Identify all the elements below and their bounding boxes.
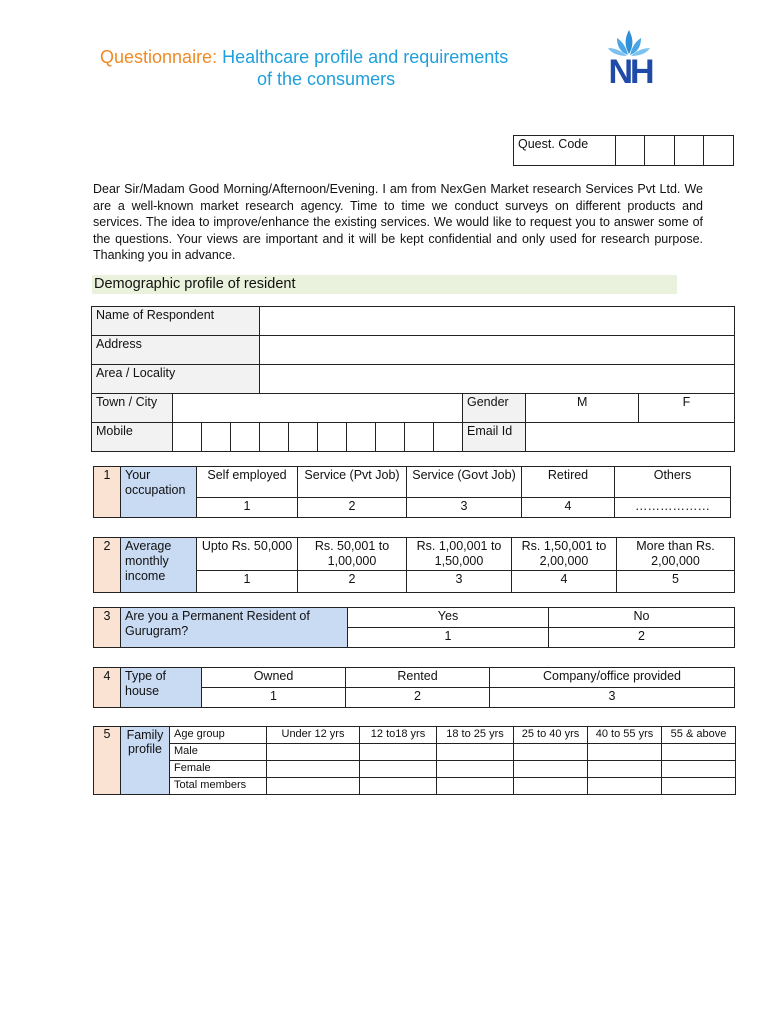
q5-column-header: 18 to 25 yrs (437, 727, 514, 744)
title-main: Healthcare profile and requirements (222, 47, 509, 67)
q5-cell[interactable] (267, 778, 360, 795)
quest-code-box[interactable] (674, 136, 704, 166)
q3-resident-table (93, 607, 735, 648)
q1-option: Service (Pvt Job) (298, 467, 407, 498)
mobile-digit-box[interactable] (260, 423, 289, 452)
q2-option: Rs. 1,50,001 to 2,00,000 (512, 538, 617, 571)
title-line-2: of the consumers (257, 69, 396, 89)
q2-number: 2 (94, 538, 121, 593)
q5-cell[interactable] (437, 778, 514, 795)
q3-number: 3 (94, 608, 121, 648)
q5-cell[interactable] (514, 744, 588, 761)
quest-code-box[interactable] (704, 136, 734, 166)
q5-cell[interactable] (662, 761, 736, 778)
q1-code[interactable]: ……………… (615, 498, 731, 518)
q5-cell[interactable] (267, 761, 360, 778)
mobile-digit-box[interactable] (405, 423, 434, 452)
q2-income-table (93, 537, 735, 593)
q1-code[interactable]: 1 (197, 498, 298, 518)
email-field[interactable] (526, 423, 735, 452)
q1-code[interactable]: 4 (522, 498, 615, 518)
q5-row-label: Female (170, 761, 267, 778)
q5-cell[interactable] (360, 778, 437, 795)
q5-cell[interactable] (588, 778, 662, 795)
q1-label: Your occupation (121, 467, 197, 518)
q2-code[interactable]: 4 (512, 571, 617, 593)
q3-code[interactable]: 2 (549, 628, 735, 648)
q1-option: Others (615, 467, 731, 498)
q5-row-label: Total members (170, 778, 267, 795)
q4-label: Type of house (121, 668, 202, 708)
mobile-digit-box[interactable] (318, 423, 347, 452)
q2-option: Upto Rs. 50,000 (197, 538, 298, 571)
q1-occupation-table (93, 466, 731, 518)
q2-option: Rs. 50,001 to 1,00,000 (298, 538, 407, 571)
mobile-digit-box[interactable] (202, 423, 231, 452)
q5-label: Family profile (121, 727, 170, 795)
q4-house-table (93, 667, 735, 708)
questionnaire-title (100, 46, 580, 68)
gender-female[interactable]: F (639, 394, 735, 423)
q3-option: Yes (348, 608, 549, 628)
q2-code[interactable]: 2 (298, 571, 407, 593)
q4-number: 4 (94, 668, 121, 708)
q1-option: Self employed (197, 467, 298, 498)
q4-option: Rented (346, 668, 490, 688)
q2-option: Rs. 1,00,001 to 1,50,000 (407, 538, 512, 571)
q5-cell[interactable] (437, 761, 514, 778)
quest-code-box[interactable] (645, 136, 675, 166)
q5-cell[interactable] (360, 761, 437, 778)
area-label: Area / Locality (92, 365, 260, 394)
q1-option: Service (Govt Job) (407, 467, 522, 498)
mobile-digit-box[interactable] (231, 423, 260, 452)
q4-code[interactable]: 1 (202, 688, 346, 708)
q5-number: 5 (94, 727, 121, 795)
q1-number: 1 (94, 467, 121, 518)
demographic-table (91, 306, 735, 452)
q2-option: More than Rs. 2,00,000 (617, 538, 735, 571)
q1-option: Retired (522, 467, 615, 498)
q3-label: Are you a Permanent Resident of Gurugram? (121, 608, 348, 648)
q4-code[interactable]: 2 (346, 688, 490, 708)
quest-code-table (513, 135, 734, 166)
q5-cell[interactable] (588, 761, 662, 778)
q5-cell[interactable] (588, 744, 662, 761)
q5-cell[interactable] (267, 744, 360, 761)
gender-label: Gender (463, 394, 526, 423)
q5-cell[interactable] (360, 744, 437, 761)
quest-code-box[interactable] (615, 136, 645, 166)
q4-code[interactable]: 3 (490, 688, 735, 708)
address-field[interactable] (260, 336, 735, 365)
name-field[interactable] (260, 307, 735, 336)
q3-code[interactable]: 1 (348, 628, 549, 648)
q5-row-label: Male (170, 744, 267, 761)
q5-column-header: 40 to 55 yrs (588, 727, 662, 744)
q5-column-header: 55 & above (662, 727, 736, 744)
town-field[interactable] (173, 394, 463, 423)
q1-code[interactable]: 2 (298, 498, 407, 518)
area-field[interactable] (260, 365, 735, 394)
q2-label: Average monthly income (121, 538, 197, 593)
email-label: Email Id (463, 423, 526, 452)
q5-row-label: Age group (170, 727, 267, 744)
address-label: Address (92, 336, 260, 365)
mobile-label: Mobile (92, 423, 173, 452)
q4-option: Company/office provided (490, 668, 735, 688)
q2-code[interactable]: 5 (617, 571, 735, 593)
q5-cell[interactable] (514, 778, 588, 795)
mobile-digit-box[interactable] (376, 423, 405, 452)
logo-text: NH (608, 53, 652, 91)
intro-paragraph: Dear Sir/Madam Good Morning/Afternoon/Evening. I am from NexGen Market research Services Pvt Ltd. We are a well-known market research agency. Time to time we conduct surveys on different products and services. The idea to improve/enhance the existing services. We would like to request you to answer some of the questions. Your views are important and it will be kept confidential and only used for research purpose. Thanking you in advance. (93, 182, 703, 262)
q5-cell[interactable] (514, 761, 588, 778)
nh-logo (598, 28, 660, 92)
section-heading: Demographic profile of resident (92, 275, 677, 294)
q1-code[interactable]: 3 (407, 498, 522, 518)
q5-column-header: Under 12 yrs (267, 727, 360, 744)
mobile-digit-box[interactable] (289, 423, 318, 452)
title-prefix: Questionnaire: (100, 47, 218, 67)
q2-code[interactable]: 3 (407, 571, 512, 593)
name-label: Name of Respondent (92, 307, 260, 336)
quest-code-label: Quest. Code (514, 136, 616, 166)
gender-male[interactable]: M (526, 394, 639, 423)
q5-cell[interactable] (662, 778, 736, 795)
q5-cell[interactable] (662, 744, 736, 761)
q5-family-table (93, 726, 736, 795)
q5-column-header: 25 to 40 yrs (514, 727, 588, 744)
q5-cell[interactable] (437, 744, 514, 761)
q5-column-header: 12 to18 yrs (360, 727, 437, 744)
mobile-digit-box[interactable] (347, 423, 376, 452)
town-label: Town / City (92, 394, 173, 423)
mobile-digit-box[interactable] (434, 423, 463, 452)
q3-option: No (549, 608, 735, 628)
q4-option: Owned (202, 668, 346, 688)
q2-code[interactable]: 1 (197, 571, 298, 593)
mobile-digit-box[interactable] (173, 423, 202, 452)
